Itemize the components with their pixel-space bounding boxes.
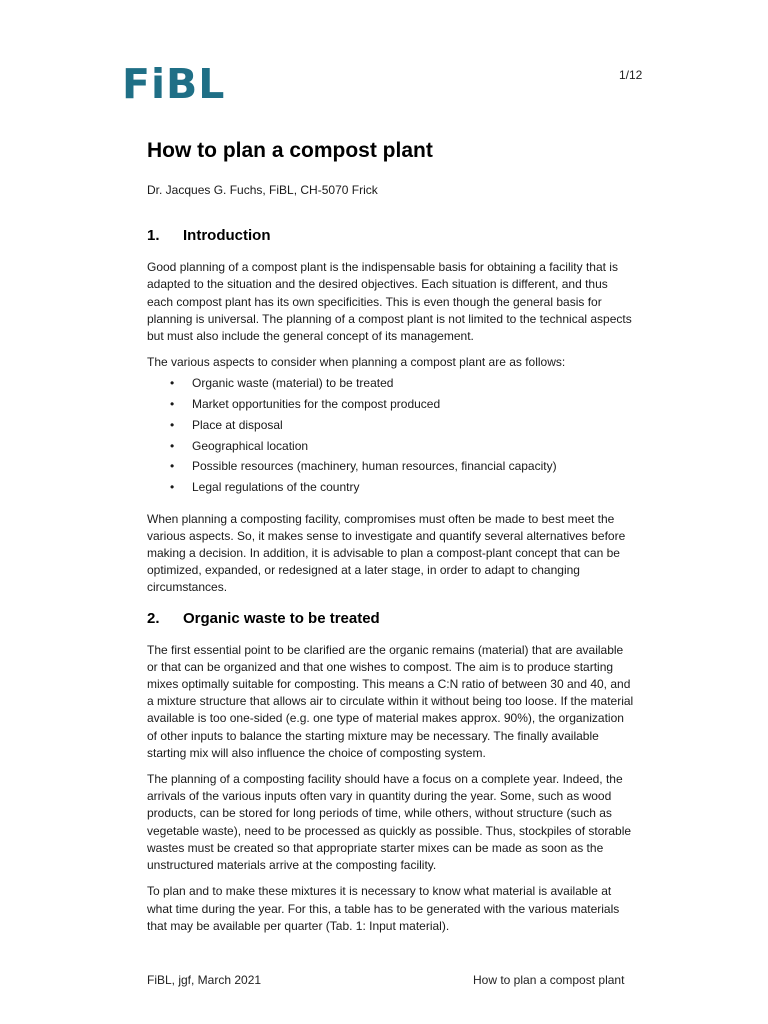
section-title: Introduction bbox=[183, 227, 271, 245]
bullet-icon: • bbox=[170, 479, 175, 494]
list-item-text: Geographical location bbox=[192, 438, 309, 453]
paragraph: When planning a composting facility, compromises must often be made to best meet the various aspects. So, it makes sense to investigate and quantify several alternatives before making a decision. In addition, it is advisable to plan a compost-plant concept that can be optimized, expanded, or redesigned at a later stage, in order to adapt to changing circumstances. bbox=[147, 511, 626, 595]
bullet-icon: • bbox=[170, 397, 175, 412]
section-number: 1. bbox=[147, 227, 160, 245]
section-heading bbox=[147, 609, 637, 629]
list-item bbox=[170, 394, 637, 415]
list-item bbox=[170, 373, 637, 394]
fibl-logo: FiBL bbox=[122, 60, 226, 108]
author-line: Dr. Jacques G. Fuchs, FiBL, CH-5070 Frick bbox=[147, 183, 378, 197]
list-item-text: Possible resources (machinery, human resources, financial capacity) bbox=[192, 459, 557, 474]
paragraph: The various aspects to consider when planning a compost plant are as follows: bbox=[147, 355, 566, 370]
paragraph: The planning of a composting facility should have a focus on a complete year. Indeed, the arrivals of the various inputs often vary in quantity during the year. Some, such as wood products, can be stored for long periods of time, while others, without structure (such as vegetable waste), need to be processed as quickly as possible. Thus, stockpiles of storable wastes must be created so that appropriate starter mixes can be made as soon as the unstructured materials arrive at the composting facility. bbox=[147, 772, 632, 873]
paragraph: To plan and to make these mixtures it is necessary to know what material is available at what time during the year. For this, a table has to be generated with the various materials that may be available per quarter (Tab. 1: Input material). bbox=[147, 884, 620, 933]
paragraph: The first essential point to be clarified are the organic remains (material) that are available or that can be organized and that one wishes to compost. The aim is to produce starting mixes optimally suitable for composting. This means a C:N ratio of between 30 and 40, and a mixture structure that allows air to circulate within it without being too loose. If the material available is too one-sided (e.g. one type of material makes approx. 90%), the organization of other inputs to balance the starting mixture may be necessary. The finally available starting mix will also influence the choice of composting system. bbox=[147, 642, 634, 760]
document-title: How to plan a compost plant bbox=[147, 139, 433, 162]
section-heading bbox=[147, 226, 637, 246]
list-item bbox=[170, 415, 637, 436]
list-item-text: Legal regulations of the country bbox=[192, 479, 360, 494]
list-item-text: Market opportunities for the compost produced bbox=[192, 397, 441, 412]
footer-left: FiBL, jgf, March 2021 bbox=[147, 973, 262, 987]
bullet-icon: • bbox=[170, 417, 175, 432]
page-number: 1/12 bbox=[619, 68, 643, 82]
list-item bbox=[170, 456, 637, 477]
bullet-list bbox=[147, 373, 637, 497]
section-number: 2. bbox=[147, 609, 160, 627]
bullet-icon: • bbox=[170, 459, 175, 474]
paragraph: Good planning of a compost plant is the indispensable basis for obtaining a facility that is adapted to the situation and the desired objectives. Each situation is different, and thus each compost plant has its own specificities. This is even though the general basis for planning is universal. The planning of a compost plant is not limited to the technical aspects but must also include the general concept of its management. bbox=[147, 260, 632, 344]
bullet-icon: • bbox=[170, 376, 175, 391]
list-item-text: Organic waste (material) to be treated bbox=[192, 376, 394, 391]
list-item-text: Place at disposal bbox=[192, 417, 283, 432]
section-organic-waste bbox=[147, 609, 637, 935]
document-body bbox=[147, 138, 637, 944]
section-title: Organic waste to be treated bbox=[183, 609, 380, 627]
footer-right: How to plan a compost plant bbox=[473, 973, 625, 987]
section-introduction bbox=[147, 226, 637, 596]
bullet-icon: • bbox=[170, 438, 175, 453]
list-item bbox=[170, 436, 637, 457]
list-item bbox=[170, 477, 637, 498]
